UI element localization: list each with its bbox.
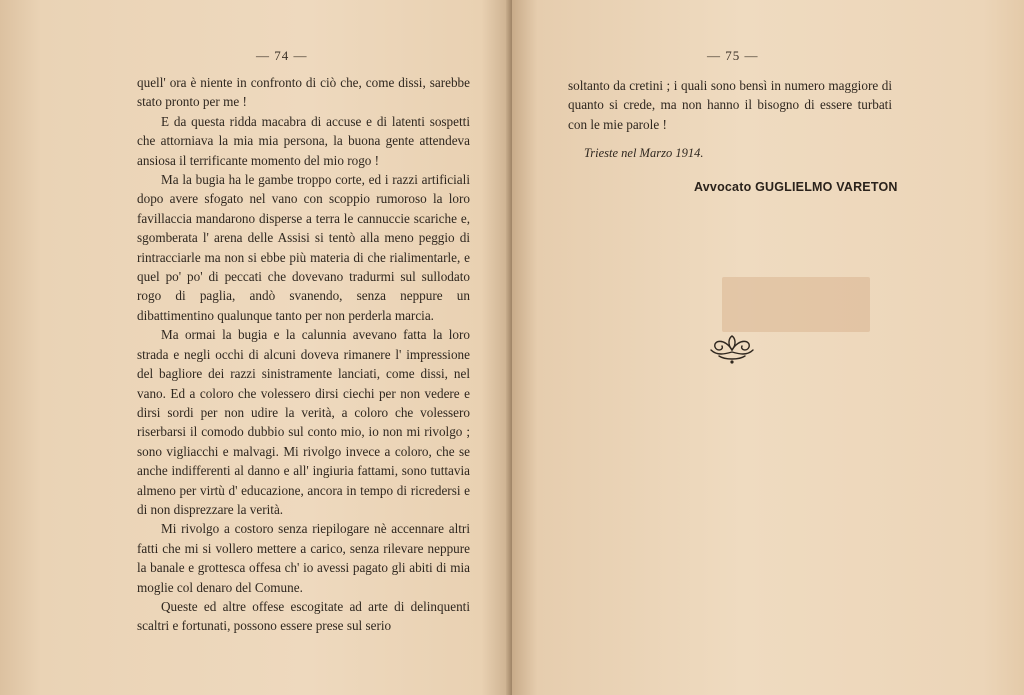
paragraph: Ma ormai la bugia e la calunnia avevano fatta la loro strada e negli occhi di alcuni doveva rimanere l' impressione del bagliore dei razzi sinistramente lanciati, come dissi, nel vano. Ed a coloro che volessero dirsi ciechi per non vedere e dirsi sordi per non udire la verità, a coloro che volessero riserbarsi il comodo dubbio sul conto mio, io non mi rivolgo ; sono vigliacchi e malvagi. Mi rivolgo invece a coloro, che se anche indifferenti al danno e all' ingiuria fattami, sono tuttavia almeno per virtù d' educazione, ancora in tempo di ricredersi e di non disprezzare la verità.	[137, 327, 470, 517]
signature: Avvocato GUGLIELMO VARETON	[694, 180, 898, 194]
floral-ornament-icon	[707, 330, 757, 366]
paragraph: Queste ed altre offese escogitate ad arte di delinquenti scaltri e fortunati, possono essere prese sul serio	[137, 598, 470, 634]
page-number-left: — 74 —	[256, 48, 308, 63]
page-number-right: — 75 —	[707, 48, 759, 63]
right-page-body	[568, 76, 892, 134]
paragraph: E da questa ridda macabra di accuse e di latenti sospetti che attorniava la mia mia persona, la buona gente attendeva ansiosa il terrificante momento del mio rogo !	[137, 113, 470, 168]
paragraph: quell' ora è niente in confronto di ciò che, come dissi, sarebbe stato pronto per me !	[137, 75, 470, 110]
paragraph: soltanto da cretini ; i quali sono bensì in numero maggiore di quanto si crede, ma non hanno il bisogno di essere turbati con le mie parole !	[568, 78, 892, 132]
paragraph: Mi rivolgo a costoro senza riepilogare nè accennare altri fatti che mi si vollero mettere a carico, senza rilevare neppure la banale e grottesca offesa ch' io avessi pagato gli abiti di mia moglie col denaro del Comune.	[137, 521, 470, 595]
paragraph: Ma la bugia ha le gambe troppo corte, ed i razzi artificiali dopo avere sfogato nel vano con scoppio rumoroso la loro favillaccia mandarono disperse a terra le cannuccie scariche e, sgomberata l' arena delle Assisi si tentò alla meno peggio di rintracciarle ma non si ebbe più materia di che rialimentarle, e quel po' po' di peccati che dovevano tradurmi sul sullodato rogo di paglia, andò svanendo, senza neppure un dibattimentino qualunque tanto per non perderla marcia.	[137, 172, 470, 323]
paper-stain	[722, 277, 870, 332]
dateline: Trieste nel Marzo 1914.	[584, 146, 704, 160]
left-page-body	[137, 73, 470, 636]
